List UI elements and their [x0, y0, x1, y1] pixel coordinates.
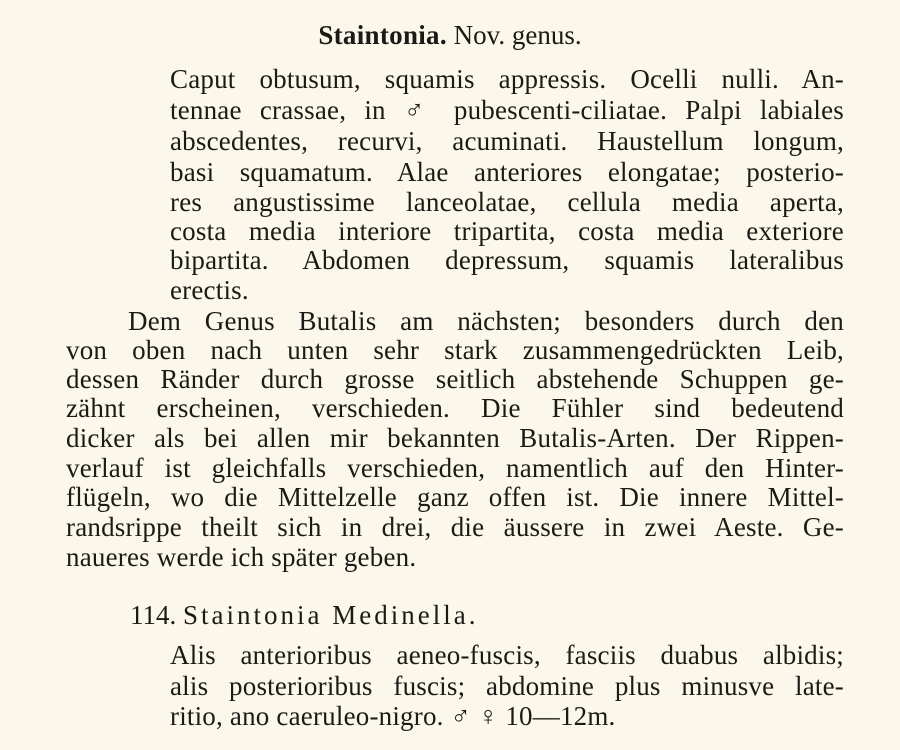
species-number: 114. [130, 600, 177, 630]
species-line: alis posterioribus fuscis; abdomine plus minusve late- [170, 671, 844, 701]
remark-line: randsrippe theilt sich in drei, die äussere in zwei Aeste. Ge- [66, 512, 844, 542]
diagnosis-line: Caput obtusum, squamis appressis. Ocelli nulli. An- [170, 64, 844, 94]
diagnosis-line: res angustissime lanceolatae, cellula media aperta, [170, 187, 844, 217]
genus-name: Staintonia. [318, 20, 447, 50]
remark-line: Dem Genus Butalis am nächsten; besonders durch den [128, 306, 844, 336]
diagnosis-line: erectis. [170, 275, 249, 305]
remark-line: zähnt erscheinen, verschieden. Die Fühler sind bedeutend [66, 393, 844, 423]
species-heading [130, 600, 478, 630]
remark-line: dessen Ränder durch grosse seitlich abstehende Schuppen ge- [66, 364, 844, 394]
remark-line: dicker als bei allen mir bekannten Butalis-Arten. Der Rippen- [66, 423, 844, 453]
diagnosis-line: basi squamatum. Alae anteriores elongatae; posterio- [170, 157, 844, 187]
remark-line: von oben nach unten sehr stark zusammengedrückten Leib, [66, 335, 844, 365]
remark-line: verlauf ist gleichfalls verschieden, namentlich auf den Hinter- [66, 453, 844, 483]
genus-heading [0, 20, 900, 50]
species-line: Alis anterioribus aeneo-fuscis, fasciis duabus albidis; [170, 640, 844, 670]
genus-label: Nov. genus. [453, 20, 582, 50]
species-line: ritio, ano caeruleo-nigro. ♂ ♀ 10—12m. [170, 701, 616, 731]
species-name: Staintonia Medinella. [183, 600, 479, 630]
diagnosis-line: costa media interiore tripartita, costa media exteriore [170, 216, 844, 246]
diagnosis-line: abscedentes, recurvi, acuminati. Haustellum longum, [170, 126, 844, 156]
remark-line: flügeln, wo die Mittelzelle ganz offen ist. Die innere Mittel- [66, 482, 844, 512]
diagnosis-line: tennae crassae, in ♂ pubescenti-ciliatae. Palpi labiales [170, 95, 844, 125]
diagnosis-line: bipartita. Abdomen depressum, squamis lateralibus [170, 245, 844, 275]
remark-line: naueres werde ich später geben. [66, 542, 417, 572]
